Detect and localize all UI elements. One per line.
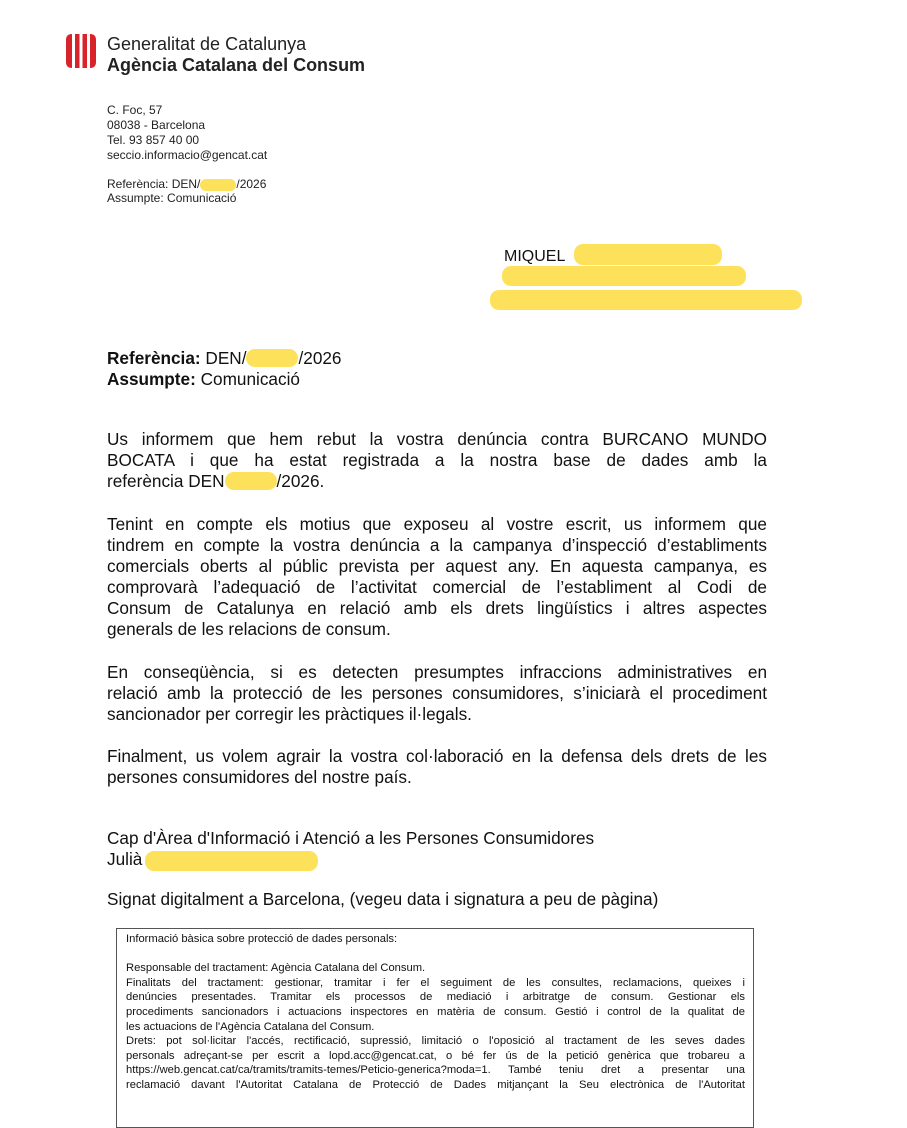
redaction-highlight	[145, 851, 318, 871]
data-protection-box	[116, 928, 754, 1128]
sender-city: 08038 - Barcelona	[107, 118, 206, 132]
redaction-highlight	[574, 244, 722, 265]
redaction-highlight	[490, 290, 802, 310]
redaction-highlight	[200, 179, 236, 191]
recipient-name: MIQUEL	[504, 248, 566, 265]
dp-purposes: Finalitats del tractament: gestionar, tramitar i fer el seguiment de les consultes, reclamacions, queixes i denúncies presentades. Tramitar els processos de mediació i arbitratge de consum. Gestionar els procediments sancionadors i actuacions inspectores en matèria de consum. Gestió i control de la qualitat de les actuacions de l'Agència Catalana del Consum.	[126, 976, 745, 1033]
dp-rights: Drets: pot sol·licitar l'accés, rectificació, supressió, limitació o l'oposició al tractament de les seves dades personals adreçant-se per escrit a lopd.acc@gencat.cat, o bé fer ús de la petició genèrica que trobareu a https://web.gencat.cat/ca/tramits/tramits-temes/Peticio-generica?moda=1. També teniu dret a presentar una reclamació davant l'Autoritat Catalana de Protecció de Dades mitjançant la Seu electrònica de l'Autoritat	[126, 1035, 745, 1091]
small-reference: Referència: DEN/ /2026	[107, 177, 267, 191]
subject-line: Assumpte: Comunicació	[107, 369, 300, 389]
small-subject: Assumpte: Comunicació	[107, 191, 237, 205]
letter-paragraph-2: Tenint en compte els motius que exposeu al vostre escrit, us informem que tindrem en compte la vostra denúncia a la campanya d’inspecció d’establiments comercials oberts al públic prevista per aquest any. En aquesta campanya, es comprovarà l’adequació de l’activitat comercial de l’establiment al Codi de Consum de Catalunya en relació amb els drets lingüístics i altres aspectes generals de les relacions de consum.	[107, 514, 767, 639]
redaction-highlight	[246, 349, 298, 367]
redaction-highlight	[225, 472, 277, 490]
dp-title: Informació bàsica sobre protecció de dades personals:	[126, 933, 398, 945]
reference-line: Referència: DEN/ /2026	[107, 348, 342, 368]
redaction-highlight	[502, 266, 746, 286]
sender-phone: Tel. 93 857 40 00	[107, 133, 200, 147]
org-name-line1: Generalitat de Catalunya	[107, 34, 307, 54]
letter-paragraph-1: Us informem que hem rebut la vostra denúncia contra BURCANO MUNDO BOCATA i que ha estat registrada a la nostra base de dades amb la referència DEN /2026.	[107, 429, 767, 491]
dp-responsible: Responsable del tractament: Agència Catalana del Consum.	[126, 962, 426, 975]
letter-paragraph-3: En conseqüència, si es detecten presumptes infraccions administratives en relació amb la protecció de les persones consumidores, s’iniciarà el procediment sancionador per corregir les pràctiques il·legals.	[107, 662, 767, 724]
signer-name: Julià	[107, 849, 143, 869]
letter-paragraph-4: Finalment, us volem agrair la vostra col·laboració en la defensa dels drets de les persones consumidores del nostre país.	[107, 746, 767, 787]
signature-note: Signat digitalment a Barcelona, (vegeu data i signatura a peu de pàgina)	[107, 889, 659, 909]
org-name-line2: Agència Catalana del Consum	[107, 55, 366, 75]
sender-address: C. Foc, 57	[107, 103, 163, 117]
sender-email: seccio.informacio@gencat.cat	[107, 148, 268, 162]
signer-title: Cap d'Àrea d'Informació i Atenció a les Persones Consumidores	[107, 828, 595, 848]
generalitat-logo-icon	[64, 32, 98, 70]
